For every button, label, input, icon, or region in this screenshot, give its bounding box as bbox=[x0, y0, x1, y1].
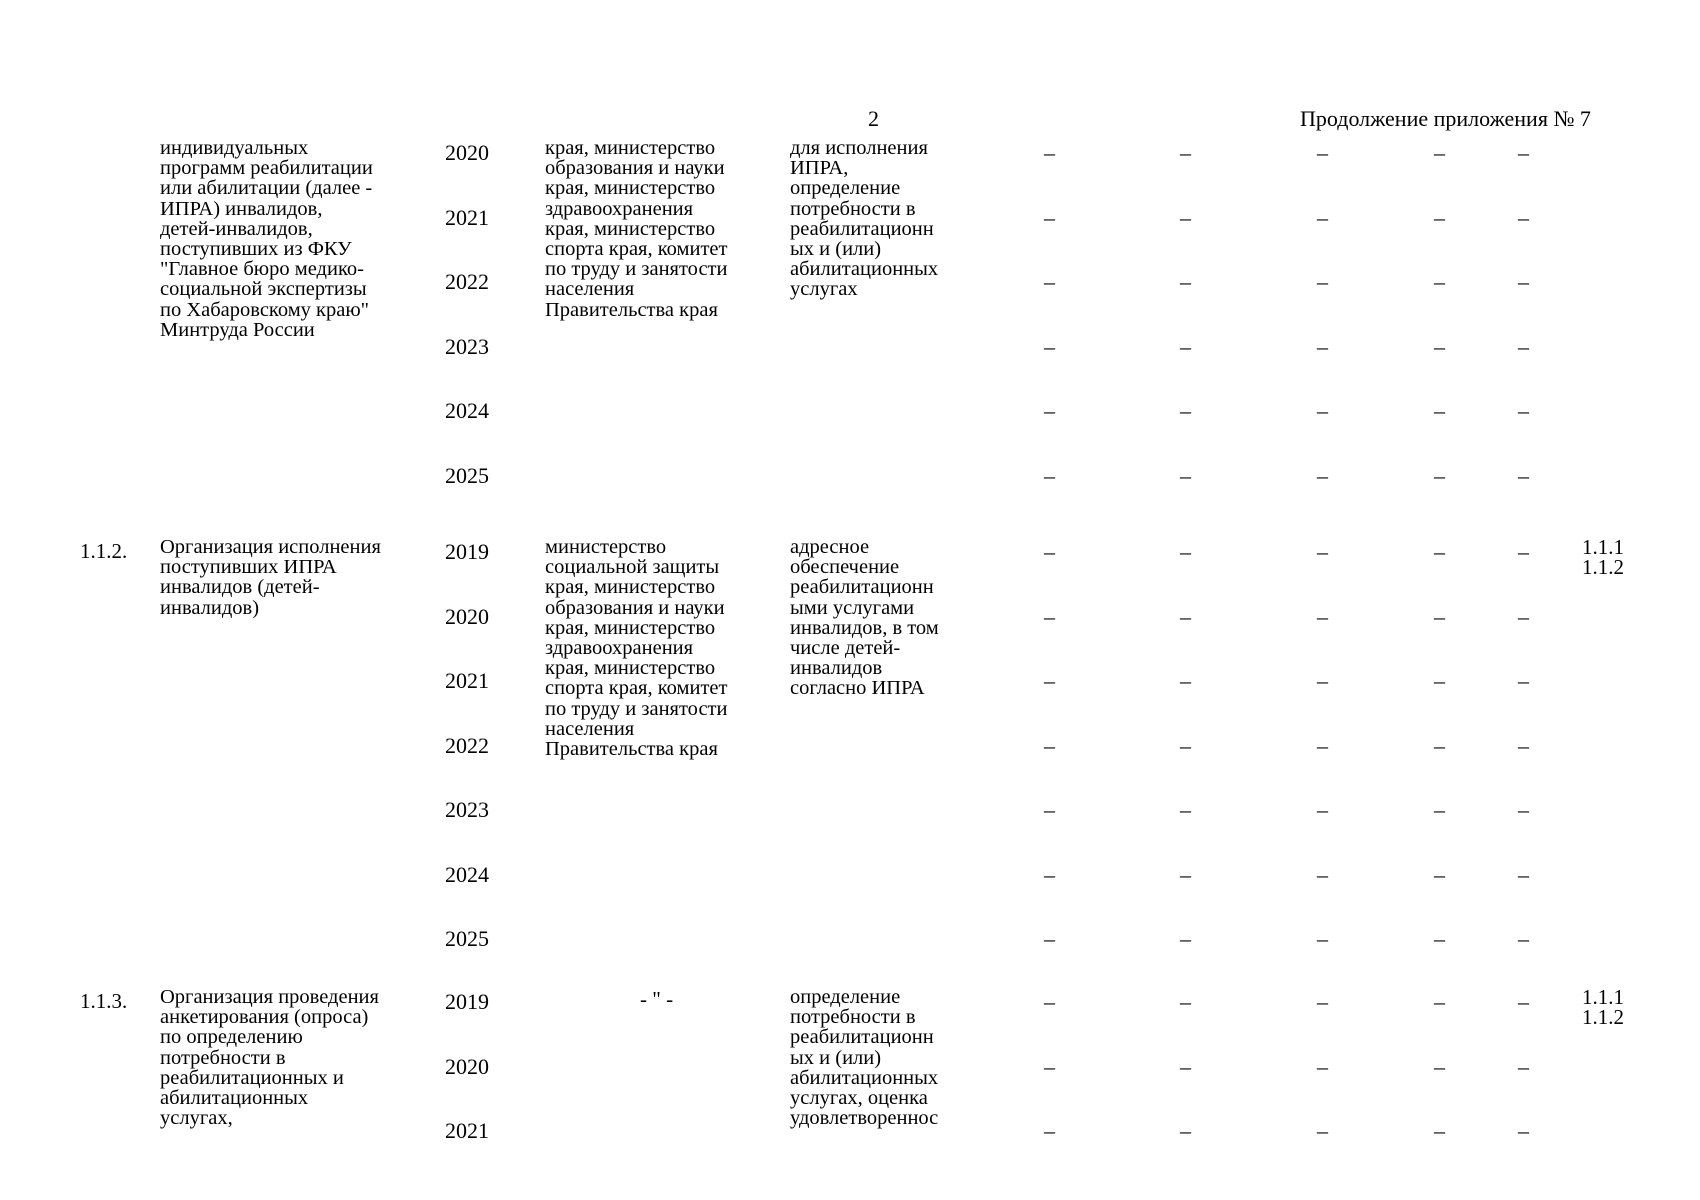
empty-value-cell: – bbox=[1518, 462, 1529, 488]
empty-value-cell: – bbox=[1317, 668, 1328, 693]
year-cell: 2022 bbox=[445, 269, 489, 294]
empty-value-cell: – bbox=[1317, 462, 1328, 488]
empty-value-cell: – bbox=[1317, 861, 1328, 887]
year-cell: 2022 bbox=[445, 732, 489, 758]
measure-expected-result: для исполнения ИПРА, определение потребности в реабилитационн ых и (или) абилитационных услугах bbox=[790, 137, 939, 301]
empty-value-cell: – bbox=[1518, 603, 1529, 629]
empty-value-cell: – bbox=[1180, 1053, 1191, 1079]
empty-value-cell: – bbox=[1044, 797, 1055, 822]
empty-value-cell: – bbox=[1317, 398, 1328, 423]
indicator-reference: 1.1.1 1.1.2 bbox=[1582, 985, 1624, 1029]
measure-executor: министерство социальной защиты края, министерство образования и науки края, министерство здравоохранения края, министерство спорта края, комитет по труду и занятости населения Правительства края bbox=[545, 536, 728, 761]
empty-value-cell: – bbox=[1044, 140, 1055, 165]
empty-value-cell: – bbox=[1044, 462, 1055, 488]
empty-value-cell: – bbox=[1044, 668, 1055, 693]
empty-value-cell: – bbox=[1180, 398, 1191, 423]
empty-value-cell: – bbox=[1044, 861, 1055, 887]
empty-value-cell: – bbox=[1434, 668, 1445, 693]
empty-value-cell: – bbox=[1518, 668, 1529, 693]
measure-expected-result: адресное обеспечение реабилитационн ыми услугами инвалидов, в том числе детей- инвалидов согласно ИПРА bbox=[790, 536, 939, 700]
empty-value-cell: – bbox=[1434, 989, 1445, 1014]
empty-value-cell: – bbox=[1317, 732, 1328, 758]
empty-value-cell: – bbox=[1044, 398, 1055, 423]
empty-value-cell: – bbox=[1518, 398, 1529, 423]
empty-value-cell: – bbox=[1518, 1118, 1529, 1143]
empty-value-cell: – bbox=[1044, 269, 1055, 294]
year-cell: 2023 bbox=[445, 797, 489, 822]
empty-value-cell: – bbox=[1434, 462, 1445, 488]
empty-value-cell: – bbox=[1044, 333, 1055, 359]
measure-number: 1.1.2. bbox=[80, 539, 128, 563]
year-cell: 2025 bbox=[445, 462, 489, 488]
indicator-reference: 1.1.1 1.1.2 bbox=[1582, 535, 1624, 579]
empty-value-cell: – bbox=[1434, 603, 1445, 629]
empty-value-cell: – bbox=[1434, 140, 1445, 165]
empty-value-cell: – bbox=[1317, 333, 1328, 359]
empty-value-cell: – bbox=[1180, 462, 1191, 488]
empty-value-cell: – bbox=[1518, 797, 1529, 822]
empty-value-cell: – bbox=[1317, 1118, 1328, 1143]
empty-value-cell: – bbox=[1044, 926, 1055, 951]
empty-value-cell: – bbox=[1434, 861, 1445, 887]
empty-value-cell: – bbox=[1434, 1118, 1445, 1143]
year-cell: 2019 bbox=[445, 539, 489, 564]
empty-value-cell: – bbox=[1434, 204, 1445, 230]
empty-value-cell: – bbox=[1044, 603, 1055, 629]
empty-value-cell: – bbox=[1044, 1053, 1055, 1079]
empty-value-cell: – bbox=[1044, 989, 1055, 1014]
measure-name: Организация исполнения поступивших ИПРА инвалидов (детей- инвалидов) bbox=[160, 536, 381, 619]
empty-value-cell: – bbox=[1180, 140, 1191, 165]
empty-value-cell: – bbox=[1044, 732, 1055, 758]
year-cell: 2024 bbox=[445, 398, 489, 423]
empty-value-cell: – bbox=[1180, 861, 1191, 887]
year-cell: 2020 bbox=[445, 140, 489, 165]
empty-value-cell: – bbox=[1044, 204, 1055, 230]
empty-value-cell: – bbox=[1434, 398, 1445, 423]
empty-value-cell: – bbox=[1180, 333, 1191, 359]
empty-value-cell: – bbox=[1180, 989, 1191, 1014]
measure-executor: края, министерство образования и науки края, министерство здравоохранения края, министерство спорта края, комитет по труду и занятости населения Правительства края bbox=[545, 137, 728, 321]
year-cell: 2023 bbox=[445, 333, 489, 359]
year-cell: 2021 bbox=[445, 1118, 489, 1143]
empty-value-cell: – bbox=[1180, 797, 1191, 822]
empty-value-cell: – bbox=[1518, 1053, 1529, 1079]
empty-value-cell: – bbox=[1434, 269, 1445, 294]
empty-value-cell: – bbox=[1317, 204, 1328, 230]
empty-value-cell: – bbox=[1518, 732, 1529, 758]
year-cell: 2019 bbox=[445, 989, 489, 1014]
empty-value-cell: – bbox=[1518, 926, 1529, 951]
empty-value-cell: – bbox=[1317, 140, 1328, 165]
empty-value-cell: – bbox=[1180, 926, 1191, 951]
empty-value-cell: – bbox=[1180, 539, 1191, 564]
empty-value-cell: – bbox=[1180, 204, 1191, 230]
empty-value-cell: – bbox=[1317, 603, 1328, 629]
page-number: 2 bbox=[868, 106, 879, 131]
year-cell: 2021 bbox=[445, 204, 489, 230]
empty-value-cell: – bbox=[1180, 603, 1191, 629]
empty-value-cell: – bbox=[1317, 269, 1328, 294]
year-cell: 2024 bbox=[445, 861, 489, 887]
empty-value-cell: – bbox=[1317, 989, 1328, 1014]
empty-value-cell: – bbox=[1044, 539, 1055, 564]
empty-value-cell: – bbox=[1317, 539, 1328, 564]
empty-value-cell: – bbox=[1180, 668, 1191, 693]
empty-value-cell: – bbox=[1434, 539, 1445, 564]
empty-value-cell: – bbox=[1518, 861, 1529, 887]
empty-value-cell: – bbox=[1317, 797, 1328, 822]
empty-value-cell: – bbox=[1317, 1053, 1328, 1079]
measure-expected-result: определение потребности в реабилитационн ых и (или) абилитационных услугах, оценка удовлетвореннос bbox=[790, 986, 939, 1130]
measure-name: Организация проведения анкетирования (опроса) по определению потребности в реабилитационных и абилитационных услугах, bbox=[160, 986, 379, 1130]
measure-name: индивидуальных программ реабилитации или абилитации (далее - ИПРА) инвалидов, детей-инвалидов, поступивших из ФКУ "Главное бюро медико- социальной экспертизы по Хабаровскому краю" Минтруда России bbox=[160, 137, 373, 341]
empty-value-cell: – bbox=[1044, 1118, 1055, 1143]
empty-value-cell: – bbox=[1317, 926, 1328, 951]
empty-value-cell: – bbox=[1434, 732, 1445, 758]
empty-value-cell: – bbox=[1434, 333, 1445, 359]
empty-value-cell: – bbox=[1518, 989, 1529, 1014]
empty-value-cell: – bbox=[1518, 204, 1529, 230]
empty-value-cell: – bbox=[1518, 140, 1529, 165]
empty-value-cell: – bbox=[1434, 1053, 1445, 1079]
empty-value-cell: – bbox=[1434, 926, 1445, 951]
measure-number: 1.1.3. bbox=[80, 989, 128, 1013]
year-cell: 2021 bbox=[445, 668, 489, 693]
empty-value-cell: – bbox=[1180, 1118, 1191, 1143]
empty-value-cell: – bbox=[1518, 269, 1529, 294]
empty-value-cell: – bbox=[1518, 333, 1529, 359]
measure-executor-ditto: - " - bbox=[640, 987, 674, 1011]
appendix-title: Продолжение приложения № 7 bbox=[1300, 106, 1591, 131]
empty-value-cell: – bbox=[1180, 269, 1191, 294]
year-cell: 2025 bbox=[445, 926, 489, 951]
empty-value-cell: – bbox=[1180, 732, 1191, 758]
empty-value-cell: – bbox=[1518, 539, 1529, 564]
year-cell: 2020 bbox=[445, 1053, 489, 1079]
empty-value-cell: – bbox=[1434, 797, 1445, 822]
year-cell: 2020 bbox=[445, 603, 489, 629]
